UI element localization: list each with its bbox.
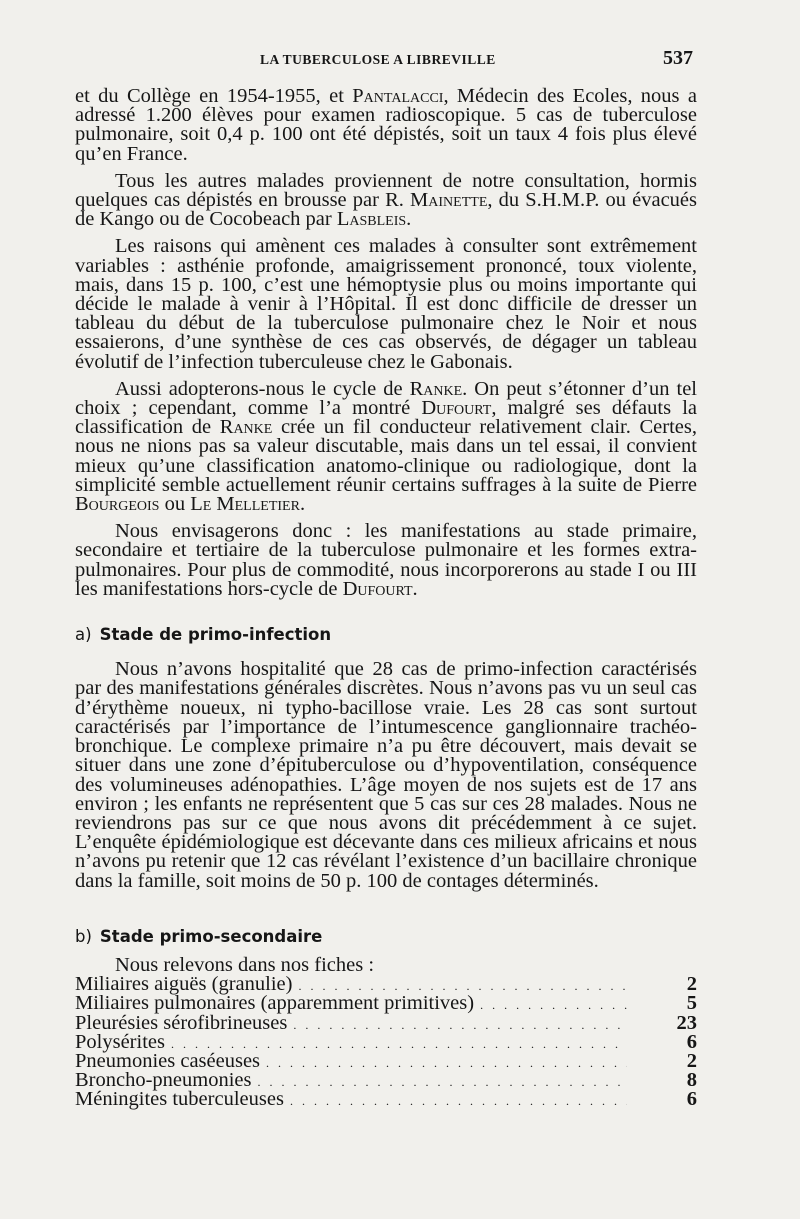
author-name: Mainette	[410, 189, 488, 212]
section-title: Stade de primo-infection	[99, 625, 332, 645]
dot-leader	[258, 1071, 628, 1092]
text-run: Aussi adopterons-nous le cycle de	[115, 377, 410, 400]
item-count: 2	[686, 1049, 697, 1072]
author-name: Bourgeois	[75, 493, 160, 516]
item-label: Miliaires aiguës (granulie)	[75, 973, 293, 996]
item-count: 6	[686, 1088, 697, 1111]
text-run: .	[299, 493, 306, 516]
page-header	[0, 49, 800, 73]
paragraph-envisagerons	[75, 522, 697, 599]
list-item	[75, 994, 697, 1013]
item-label: Miliaires pulmonaires (apparemment primitives)	[75, 992, 475, 1015]
text-run: . On peut s’étonner d’un tel choix ; cependant, comme l’a montré	[75, 377, 697, 420]
body-text	[75, 87, 697, 1109]
paragraph-ranke	[75, 377, 698, 516]
author-name: Ranke	[219, 416, 273, 439]
section-letter: b)	[75, 926, 92, 946]
paragraph-raisons: Les raisons qui amènent ces malades à consulter sont extrêmement variables : asthénie profonde, amaigrissement prononcé, toux violente, mais, dans 15 p. 100, c’est une hémoptysie plus ou moins importante qui décide le malade à venir à l’Hôpital. Il est donc difficile de dresser un tableau du début de la tuberculose pulmonaire chez le Noir et nous essaierons, d’une synthèse de ces cas observés, de dégager un tableau évolutif de l’infection tuberculeuse chez le Gabonais.	[75, 235, 697, 373]
text-run: .	[406, 208, 412, 231]
paragraph-primo-infection: Nous n’avons hospitalité que 28 cas de primo-infection caractérisés par des manifestations générales discrètes. Nous n’avons pas vu un seul cas d’érythème noueux, ni typho-bacillose vraie. Les 28 cas sont surtout caractérisés par l’importance de l’intumescence ganglionnaire trachéo-bronchique. Le complexe primaire n’a pu être découvert, mais devait se situer dans une zone d’épituberculose ou d’hypoventilation, conséquence des volumineuses adénopathies. L’âge moyen de nos sujets est de 17 ans environ ; les enfants ne représentent que 5 cas sur ces 28 malades. Nous ne reviendrons pas sur ce que nous avons dit précédemment à ce sujet. L’enquête épidémiologique est décevante dans ces milieux africains et nous n’avons pu retenir que 12 cas révélant l’existence d’un bacillaire chronique dans la famille, soit moins de 50 p. 100 de contages déterminés.	[75, 658, 697, 892]
text-run: Tous les autres malades proviennent de notre consultation, hormis quelques cas dépistés en brousse par R.	[75, 169, 697, 212]
item-label: Pleurésies sérofibrineuses	[75, 1011, 288, 1034]
dot-leader	[290, 1090, 627, 1111]
text-run: , du S.H.M.P. ou évacués de Kango ou de Cocobeach par	[75, 189, 698, 231]
text-run: crée un fil conducteur relativement clair. Certes, nous ne nions pas sa valeur discutable, mais dans un tel essai, il convient mieux qu’une classification anatomo-clinique ou radiologique, dont la simplicité semble actuellement réunir certains suffrages à la suite de Pierre	[75, 416, 697, 496]
text-run: , Médecin des Ecoles, nous a adressé 1.200 élèves pour examen radioscopique. 5 cas de tuberculose pulmonaire, soit 0,4 p. 100 ont été dépistés, soit un taux 4 fois plus élevé qu’en France.	[75, 85, 697, 165]
section-heading-primo-infection	[75, 625, 697, 644]
author-name: Lasbleis	[336, 208, 407, 231]
dot-leader	[293, 1014, 627, 1035]
list-item	[75, 1090, 697, 1109]
text-run: et du Collège en 1954-1955, et	[75, 85, 353, 107]
dot-leader	[266, 1052, 627, 1073]
item-count: 5	[686, 992, 697, 1015]
text-run: ou	[159, 493, 191, 516]
author-name: Dufourt	[421, 397, 492, 420]
section-letter: a)	[75, 625, 92, 645]
text-run: Nous envisagerons donc : les manifestations au stade primaire, secondaire et tertiaire de la tuberculose pulmonaire et les formes extra-pulmonaires. Pour plus de commodité, nous incorporerons au stade I ou III les manifestations hors-cycle de	[75, 520, 697, 600]
running-title: LA TUBERCULOSE A LIBREVILLE	[260, 52, 496, 67]
item-count: 6	[686, 1030, 697, 1053]
text-run: , malgré ses défauts la classification de	[75, 397, 698, 439]
item-count: 8	[686, 1069, 697, 1092]
paragraph-consultation	[75, 169, 698, 231]
item-count: 23	[676, 1011, 697, 1034]
section-title: Stade primo-secondaire	[99, 926, 323, 946]
text-run: .	[412, 577, 418, 600]
list-item	[75, 1011, 697, 1034]
author-name: Pantalacci	[352, 85, 444, 107]
item-count: 2	[686, 973, 697, 996]
section-heading-primo-secondaire	[75, 927, 697, 946]
case-list	[75, 975, 697, 1109]
author-name: Dufourt	[342, 577, 413, 600]
dot-leader	[480, 994, 627, 1015]
item-label: Pneumonies caséeuses	[75, 1049, 261, 1072]
page-number: 537	[663, 47, 693, 69]
author-name: Ranke	[409, 377, 463, 400]
item-label: Méningites tuberculeuses	[75, 1088, 284, 1111]
list-intro: Nous relevons dans nos fiches :	[115, 953, 375, 976]
list-item	[75, 1030, 697, 1053]
item-label: Broncho-pneumonies	[75, 1069, 252, 1092]
paragraph-college	[75, 87, 697, 164]
item-label: Polysérites	[75, 1030, 165, 1053]
author-name: Le Melletier	[190, 493, 300, 516]
